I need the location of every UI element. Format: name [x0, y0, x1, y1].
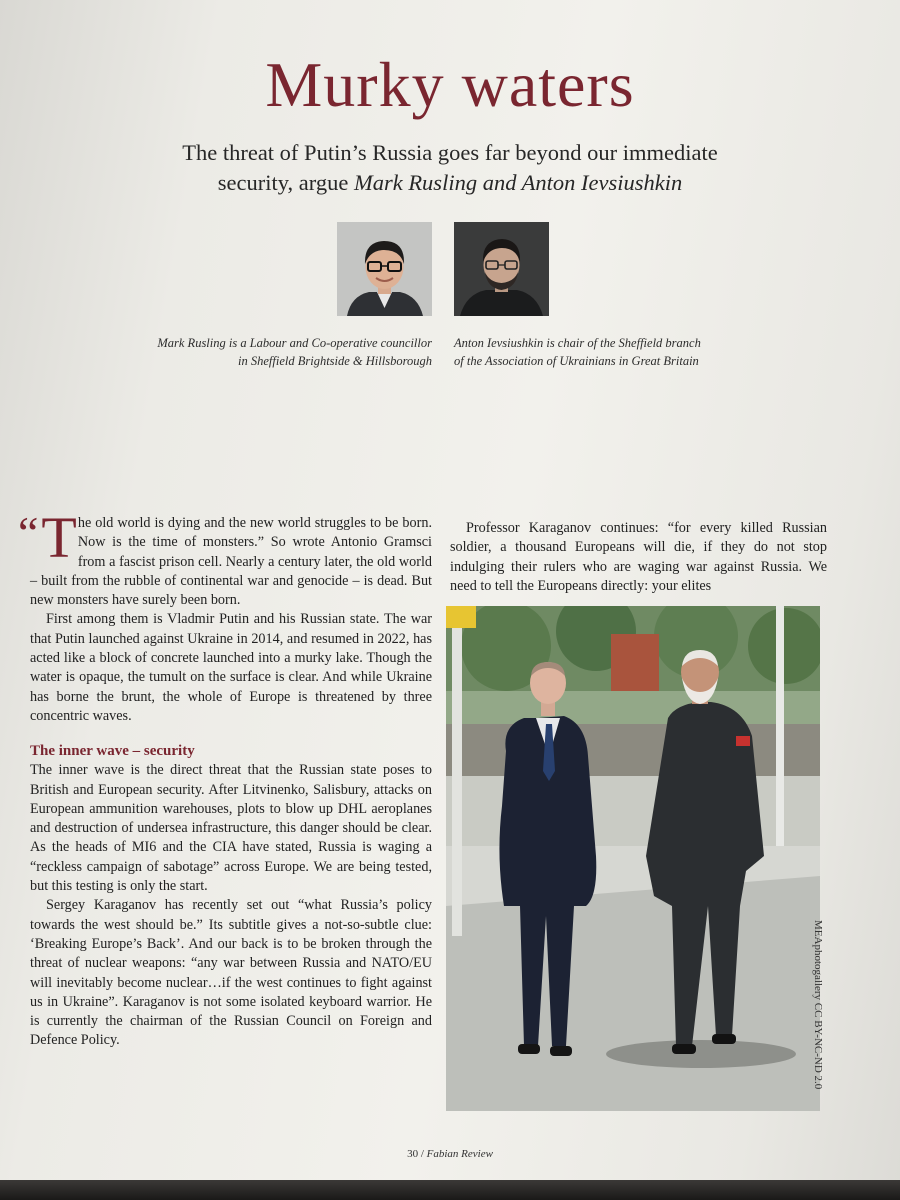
publication-name: Fabian Review [426, 1148, 493, 1160]
page-bottom-edge [0, 1180, 900, 1200]
author-bio-1-line-2: in Sheffield Brightside & Hillsborough [238, 354, 432, 368]
author-bio-1 [100, 334, 432, 370]
author-photo-mark-rusling [337, 222, 432, 316]
photo-credit: MEAphotogallery CC BY-NC-ND 2.0 [812, 920, 824, 1090]
article-paragraph-2: First among them is Vladmir Putin and his Russian state. The war that Putin launched against Ukraine in 2014, and resumed in 2022, has acted like a block of concrete launched into a murky lake. Though the water is opaque, the tumult on the surface is clear. And while Ukraine has borne the brunt, the whole of Europe is threatened by three concentric waves. [30, 611, 432, 724]
article-photo-leaders-walking [446, 606, 820, 1111]
author-bio-2-line-2: of the Association of Ukrainians in Great Britain [454, 354, 699, 368]
opening-quote-mark: “ [18, 507, 39, 558]
article-paragraph-1-text: he old world is dying and the new world struggles to be born. Now is the time of monsters.” So wrote Antonio Gramsci from a fascist prison cell. Nearly a century later, the old world – built from the rubble of continental war and genocide – is dead. But new monsters have surely been born. [30, 515, 432, 609]
article-column-left [18, 505, 432, 1051]
article-paragraph-3: The inner wave is the direct threat that the Russian state poses to British and European security. After Litvinenko, Salisbury, attacks on European ammunition warehouses, plots to blow up DHL aeroplanes and destruction of undersea infrastructure, this danger should be clear. As the heads of MI6 and the CIA have stated, Russia is waging a “reckless campaign of sabotage” across Europe. We are being tested, but this testing is only the start. [30, 762, 432, 895]
standfirst-authors: Mark Rusling and Anton Ievsiushkin [353, 170, 683, 195]
page-folio [0, 1148, 900, 1160]
standfirst-line-2: security, argue [217, 170, 354, 195]
article-paragraph-4: Sergey Karaganov has recently set out “what Russia’s policy towards the west should be.” Its subtitle gives a not-so-subtle clue: ‘Breaking Europe’s Back’. And our back is to be broken through the threat of nuclear weapons: “any war between Russia and NATO/EU will inevitably become nuclear…if the west continues to fight against us in Ukraine”. Karaganov is not some isolated keyboard warrior. He is currently the chairman of the Russian Council on Foreign and Defence Policy. [30, 897, 432, 1049]
author-bio-2-line-1: Anton Ievsiushkin is chair of the Sheffield branch [454, 336, 701, 350]
author-bio-2 [454, 334, 754, 370]
author-bio-1-line-1: Mark Rusling is a Labour and Co-operative councillor [157, 336, 432, 350]
subhead-inner-wave: The inner wave – security [30, 743, 195, 760]
drop-cap: T [41, 505, 77, 570]
standfirst [60, 138, 840, 198]
standfirst-line-1: The threat of Putin’s Russia goes far beyond our immediate [182, 140, 718, 165]
article-paragraph-1 [18, 505, 432, 610]
author-photo-anton-ievsiushkin [454, 222, 549, 316]
page-number: 30 / [407, 1148, 427, 1160]
article-paragraph-5: Professor Karaganov continues: “for every killed Russian soldier, a thousand Europeans will die, if they do not stop indulging their rulers who are waging war against Russia. We need to tell the Europeans directly: your elites [450, 520, 827, 594]
article-title: Murky waters [265, 49, 635, 120]
article-column-right [450, 519, 827, 596]
